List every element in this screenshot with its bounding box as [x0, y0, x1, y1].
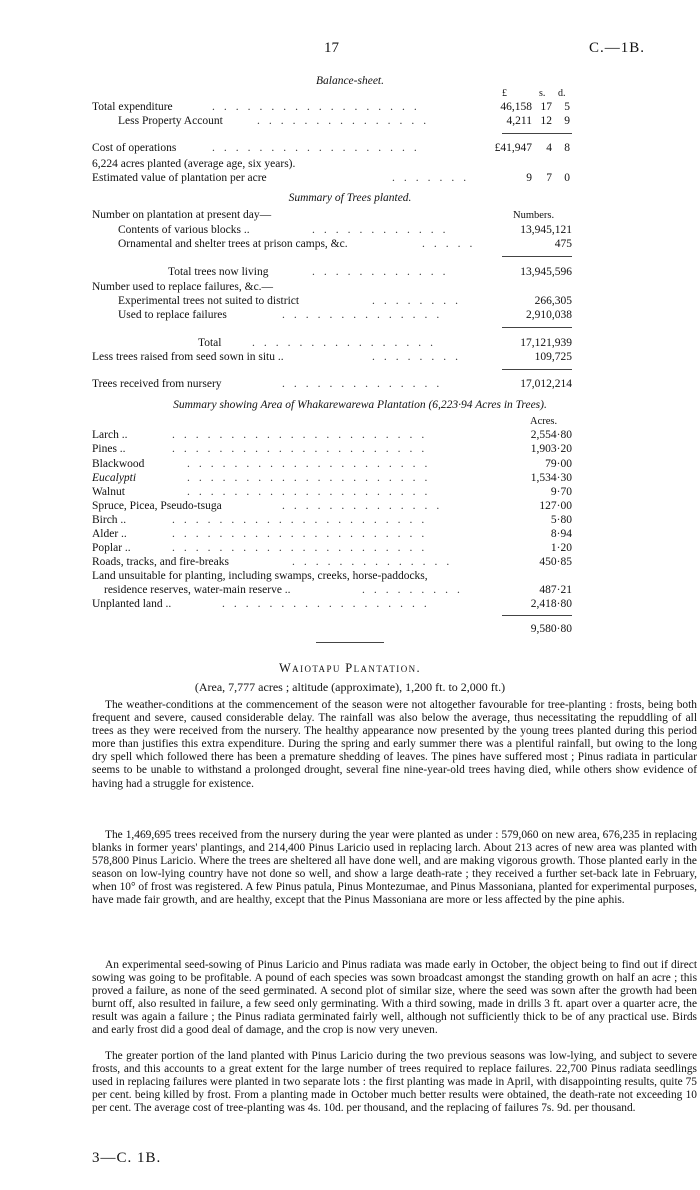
row-label: Eucalypti — [92, 472, 137, 484]
area-row — [92, 513, 572, 527]
acres-value: 9·70 — [550, 486, 572, 498]
leader-dots: ........ — [372, 295, 467, 307]
leader-dots: ................ — [252, 337, 442, 349]
leader-dots: ............ — [312, 224, 455, 236]
leader-dots: ..................... — [187, 486, 437, 498]
area-total-row — [92, 622, 572, 636]
summary-area-title: Summary showing Area of Whakarewarewa Plantation (6,223·94 Acres in Trees). — [173, 399, 547, 411]
waiotapu-subtitle: (Area, 7,777 acres ; altitude (approximate), 1,200 ft. to 2,000 ft.) — [194, 680, 506, 694]
row-label: Number on plantation at present day— — [92, 209, 272, 221]
row-label: Roads, tracks, and fire-breaks — [92, 556, 229, 568]
sum-rule — [502, 256, 572, 257]
acres-value: 2,418·80 — [530, 598, 572, 610]
numbers-value: 109,725 — [534, 351, 572, 363]
sum-rule — [502, 369, 572, 370]
acres-value: 2,554·80 — [530, 429, 572, 441]
acres-value: 1·20 — [550, 542, 572, 554]
leader-dots: ...................... — [172, 528, 434, 540]
numbers-value: 13,945,121 — [520, 224, 572, 236]
trees-row — [92, 265, 572, 279]
leader-dots: .............. — [282, 309, 449, 321]
row-label: Unplanted land .. — [92, 598, 172, 610]
leader-dots: .............. — [282, 500, 449, 512]
leader-dots: ........ — [372, 351, 467, 363]
leader-dots: .............. — [282, 378, 449, 390]
area-row — [92, 541, 572, 555]
acres-value: 79·00 — [545, 458, 572, 470]
col-numbers: Numbers. — [513, 210, 555, 221]
area-row — [92, 457, 572, 471]
balance-row — [92, 157, 572, 171]
acres-value: 127·00 — [539, 500, 572, 512]
leader-dots: ......... — [362, 584, 469, 596]
balance-row — [92, 141, 572, 155]
numbers-value: 17,121,939 — [520, 337, 572, 349]
area-row — [92, 485, 572, 499]
document-reference: C.—1B. — [588, 40, 645, 56]
pence-value: 9 — [564, 115, 570, 127]
numbers-value: 17,012,214 — [520, 378, 572, 390]
leader-dots: .............. — [292, 556, 459, 568]
footer-signature: 3—C. 1B. — [92, 1150, 162, 1166]
leader-dots: ............ — [312, 266, 455, 278]
acres-total: 9,580·80 — [530, 623, 572, 635]
shillings-value: 12 — [540, 115, 552, 127]
area-row — [92, 428, 572, 442]
row-label: Blackwood — [92, 458, 145, 470]
page-number: 17 — [324, 40, 339, 56]
area-row — [92, 499, 572, 513]
row-label: Trees received from nursery — [92, 378, 222, 390]
area-row — [92, 555, 572, 569]
trees-row — [92, 237, 572, 251]
leader-dots: .................. — [222, 598, 436, 610]
leader-dots: ...................... — [172, 443, 434, 455]
paragraph-4: The greater portion of the land planted with Pinus Laricio during the two previous seasons was low-lying, and subject to severe frosts, and this accounts to a great extent for the large number of trees required to replace failures. 22,700 Pinus radiata seedlings used in replacing failures were planted in two separate lots : the first planting was made in April, with disappointing results, quite 75 per cent. being killed by frost. From a planting made in October much better results were obtained, the death-rate not exceeding 10 per cent. The average cost of tree-planting was 4s. 10d. per thousand, and the replacing of failures 7s. 9d. per thousand. — [92, 1050, 697, 1115]
trees-row — [92, 350, 572, 364]
pounds-value: 46,158 — [500, 101, 532, 113]
acres-value: 8·94 — [550, 528, 572, 540]
pence-value: 8 — [564, 142, 570, 154]
numbers-value: 475 — [554, 238, 572, 250]
trees-row — [92, 377, 572, 391]
row-label: Larch .. — [92, 429, 128, 441]
acres-value: 5·80 — [550, 514, 572, 526]
shillings-value: 17 — [540, 101, 552, 113]
row-label: Birch .. — [92, 514, 127, 526]
acres-value: 487·21 — [539, 584, 572, 596]
row-label: Less Property Account — [118, 115, 223, 127]
paragraph-2: The 1,469,695 trees received from the nursery during the year were planted as under : 579,060 on new area, 676,235 in replacing blanks in former years' plantings, and 214,400 Pinus Laricio used in replacing larch. About 213 acres of new area was planted with 578,800 Pinus Laricio. Where the trees are sheltered all have done well, and are making vigorous growth. Those planted early in the season on low-lying country have not done so well, and show a large death-rate ; they received a further set-back late in February, when 10° of frost was registered. A few Pinus patula, Pinus Montezumae, and Pinus Massoniana, planted for experimental purposes, have made fair growth, and are healthy, except that the Pinus Massoniana are more or less affected by the pine aphis. — [92, 829, 697, 907]
pounds-value: 4,211 — [506, 115, 532, 127]
acres-value: 1,903·20 — [530, 443, 572, 455]
acres-value: 450·85 — [539, 556, 572, 568]
area-row — [92, 471, 572, 485]
row-label: Less trees raised from seed sown in situ .. — [92, 351, 284, 363]
leader-dots: .................. — [212, 101, 426, 113]
balance-row — [92, 171, 572, 185]
trees-row — [92, 208, 572, 222]
trees-row — [92, 223, 572, 237]
pence-value: 0 — [564, 172, 570, 184]
row-label: Experimental trees not suited to district — [118, 295, 300, 307]
row-label: Spruce, Picea, Pseudo-tsuga — [92, 500, 222, 512]
leader-dots: ..................... — [187, 458, 437, 470]
shillings-value: 7 — [546, 172, 552, 184]
trees-row — [92, 294, 572, 308]
area-row — [92, 597, 572, 611]
row-label: Walnut — [92, 486, 125, 498]
row-label: 6,224 acres planted (average age, six years). — [92, 158, 296, 170]
trees-row — [92, 336, 572, 350]
row-label: Contents of various blocks .. — [118, 224, 250, 236]
row-label: Poplar .. — [92, 542, 131, 554]
row-label: Cost of operations — [92, 142, 177, 154]
balance-row — [92, 100, 572, 114]
pounds-value: 9 — [526, 172, 532, 184]
area-row — [92, 569, 572, 583]
leader-dots: ...................... — [172, 429, 434, 441]
pence-value: 5 — [564, 101, 570, 113]
balance-row — [92, 114, 572, 128]
pounds-value: £41,947 — [494, 142, 532, 154]
numbers-value: 2,910,038 — [526, 309, 572, 321]
col-acres: Acres. — [530, 416, 558, 427]
sum-rule — [502, 615, 572, 616]
shillings-value: 4 — [546, 142, 552, 154]
area-row — [92, 527, 572, 541]
paragraph-3: An experimental seed-sowing of Pinus Laricio and Pinus radiata was made early in October, the object being to find out if direct sowing was going to be profitable. A pound of each species was sown broadcast amongst the standing growth on half an acre ; this proved a failure, as none of the seed germinated. A second plot of similar size, where the seed was sown after the growth had been burnt off, also resulted in failure, a few seed only germinating. With a third sowing, made in drills 3 ft. apart over a quarter acre, the result was again a failure ; the Pinus radiata germinated fairly well, although not sufficiently thick to be of any practical use. Birds and early frost did a good deal of damage, and the crop is now very uneven. — [92, 959, 697, 1037]
numbers-value: 13,945,596 — [520, 266, 572, 278]
row-label: Estimated value of plantation per acre — [92, 172, 267, 184]
row-label: Number used to replace failures, &c.— — [92, 281, 274, 293]
row-label: Alder .. — [92, 528, 127, 540]
row-label: Total — [198, 337, 222, 349]
leader-dots: ...................... — [172, 514, 434, 526]
leader-dots: ..................... — [187, 472, 437, 484]
summary-trees-title: Summary of Trees planted. — [288, 192, 412, 204]
area-row — [92, 583, 572, 597]
sum-rule — [502, 327, 572, 328]
paragraph-1: The weather-conditions at the commencement of the season were not altogether favourable for tree-planting : frosts, being both frequent and severe, caused considerable delay. The rainfall was also below the average, thus necessitating the repuddling of all trees as they were received from the nursery. The healthy appearance now presented by the young trees planted during this period more than justifies this extra expenditure. During the spring and early summer there was a plentiful rainfall, but owing to the long dry spell which followed there has been a premature shedding of leaves. The pines have suffered most ; Pinus radiata in particular seems to be unable to withstand a prolonged drought, several fine nine-year-old trees having died, while others show evidence of having had a struggle for existence. — [92, 699, 697, 790]
row-label: Ornamental and shelter trees at prison camps, &c. — [118, 238, 348, 250]
section-divider — [316, 642, 384, 643]
col-pence: d. — [558, 88, 566, 99]
leader-dots: .................. — [212, 142, 426, 154]
row-label: residence reserves, water-main reserve .. — [104, 584, 291, 596]
row-label: Used to replace failures — [118, 309, 227, 321]
acres-value: 1,534·30 — [530, 472, 572, 484]
col-shillings: s. — [539, 88, 546, 99]
col-pounds: £ — [502, 88, 507, 99]
sum-rule — [502, 133, 572, 134]
leader-dots: ............... — [257, 115, 436, 127]
balance-sheet-title: Balance-sheet. — [315, 75, 384, 87]
row-label: Total expenditure — [92, 101, 173, 113]
row-label: Land unsuitable for planting, including swamps, creeks, horse-paddocks, — [92, 570, 428, 582]
leader-dots: ....... — [392, 172, 476, 184]
area-row — [92, 442, 572, 456]
waiotapu-title: Waiotapu Plantation. — [278, 661, 422, 675]
row-label: Total trees now living — [168, 266, 269, 278]
trees-row — [92, 308, 572, 322]
numbers-value: 266,305 — [534, 295, 572, 307]
trees-row — [92, 280, 572, 294]
leader-dots: ...................... — [172, 542, 434, 554]
leader-dots: ..... — [422, 238, 482, 250]
row-label: Pines .. — [92, 443, 126, 455]
